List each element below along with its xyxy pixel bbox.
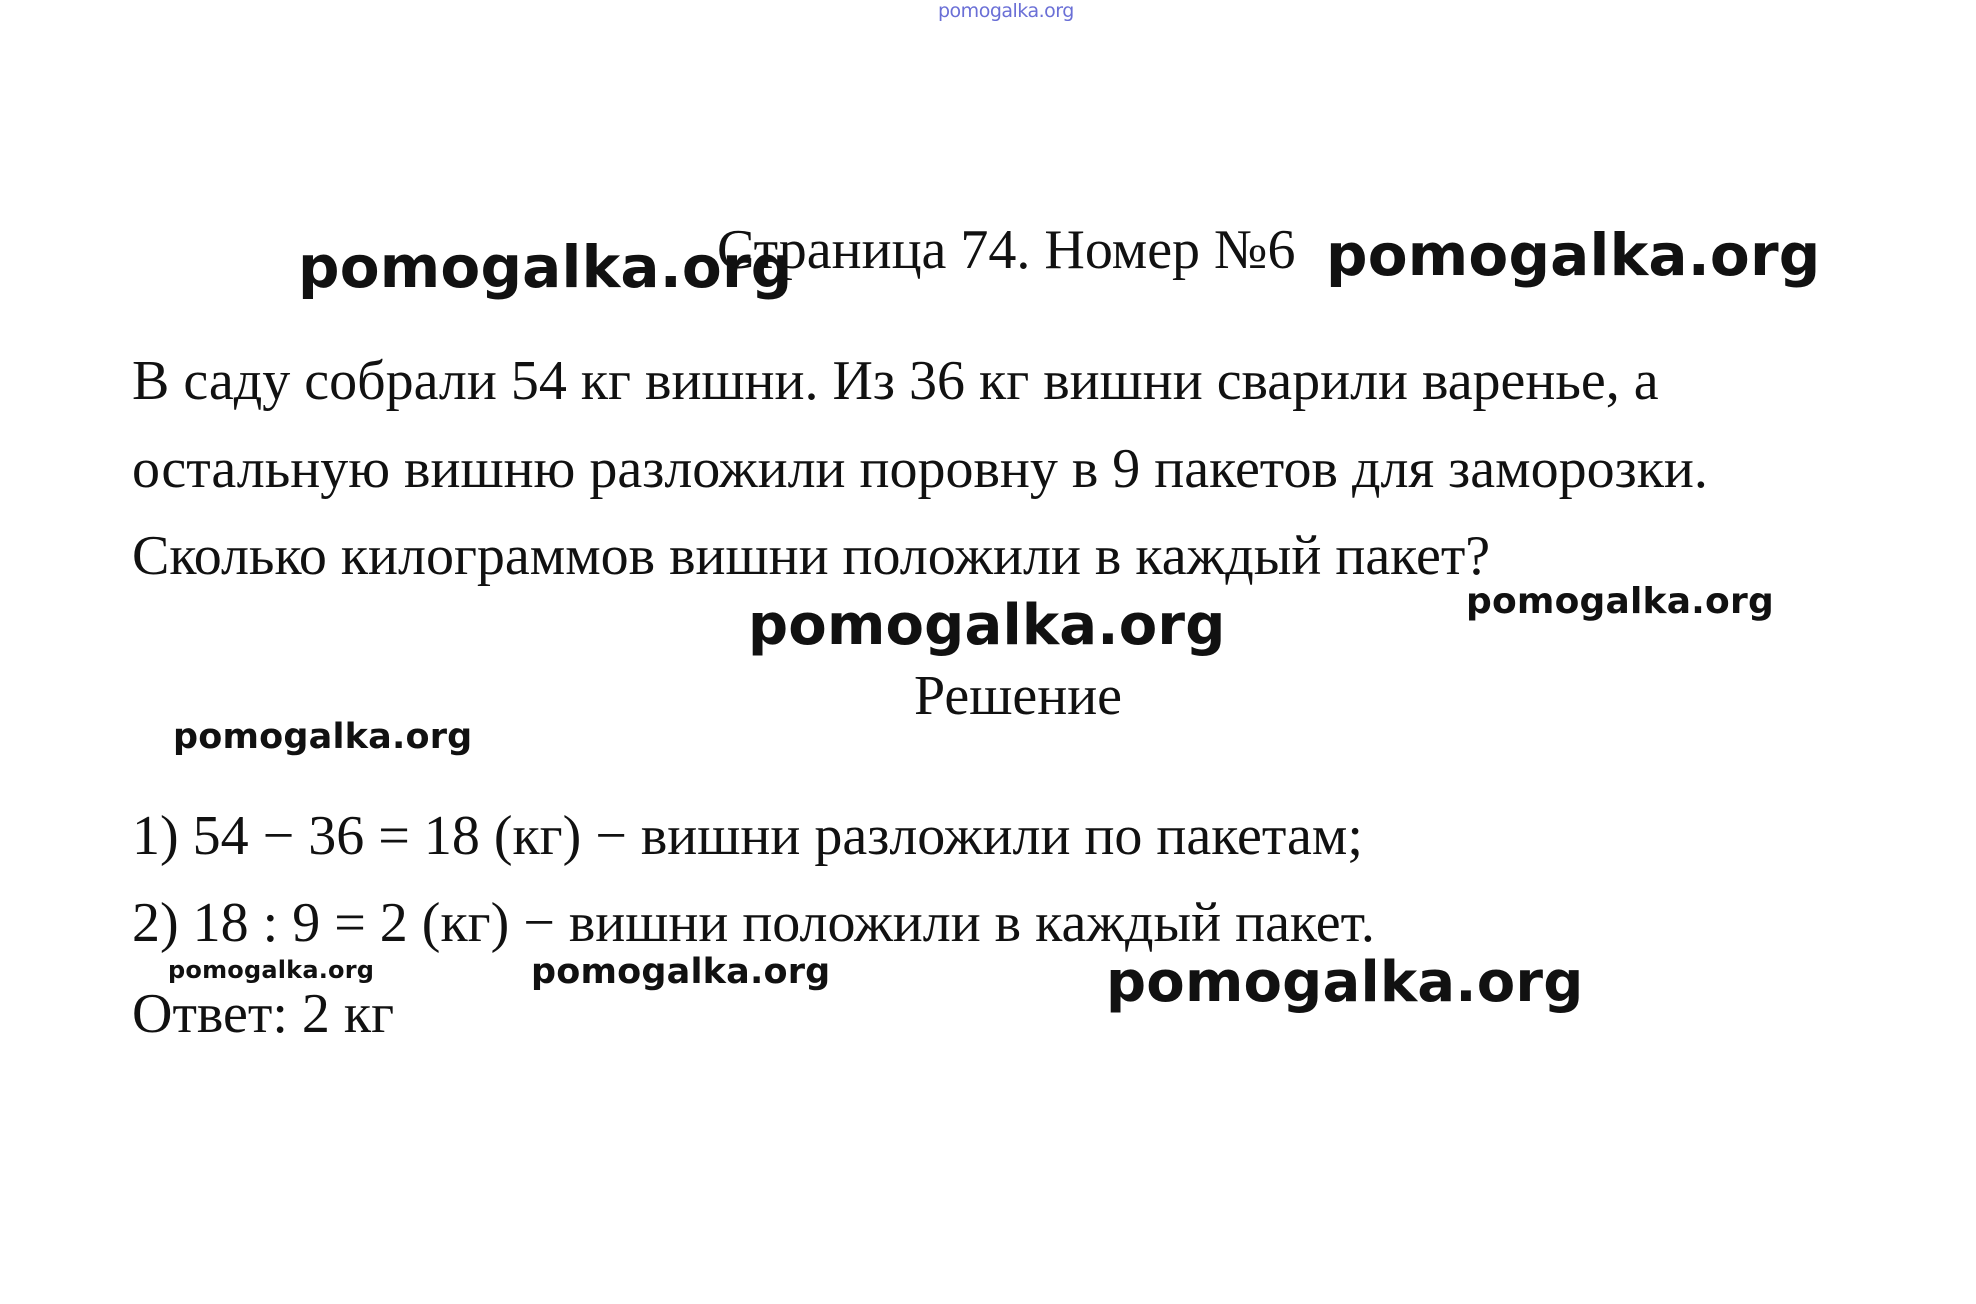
watermark-small-left: pomogalka.org: [168, 956, 375, 984]
watermark-title-left: pomogalka.org: [298, 233, 793, 301]
solution-heading: Решение: [914, 665, 1123, 727]
watermark-left: pomogalka.org: [173, 717, 473, 757]
watermark-bottom-right: pomogalka.org: [1106, 950, 1584, 1015]
watermark-title-right: pomogalka.org: [1326, 221, 1821, 289]
answer-line: Ответ: 2 кг: [132, 983, 395, 1045]
watermark-bottom-middle: pomogalka.org: [531, 952, 831, 992]
watermark-center: pomogalka.org: [748, 593, 1226, 658]
page-title: Страница 74. Номер №6: [717, 219, 1296, 281]
problem-line-1: В саду собрали 54 кг вишни. Из 36 кг вишни сварили варенье, а: [132, 350, 1659, 412]
watermark-mid-right: pomogalka.org: [1466, 581, 1774, 622]
problem-line-3: Сколько килограммов вишни положили в каждый пакет?: [132, 525, 1491, 587]
watermark-top: pomogalka.org: [938, 0, 1074, 22]
problem-line-2: остальную вишню разложили поровну в 9 пакетов для заморозки.: [132, 438, 1708, 500]
solution-step-2: 2) 18 : 9 = 2 (кг) − вишни положили в каждый пакет.: [132, 892, 1375, 954]
solution-step-1: 1) 54 − 36 = 18 (кг) − вишни разложили по пакетам;: [132, 805, 1363, 867]
